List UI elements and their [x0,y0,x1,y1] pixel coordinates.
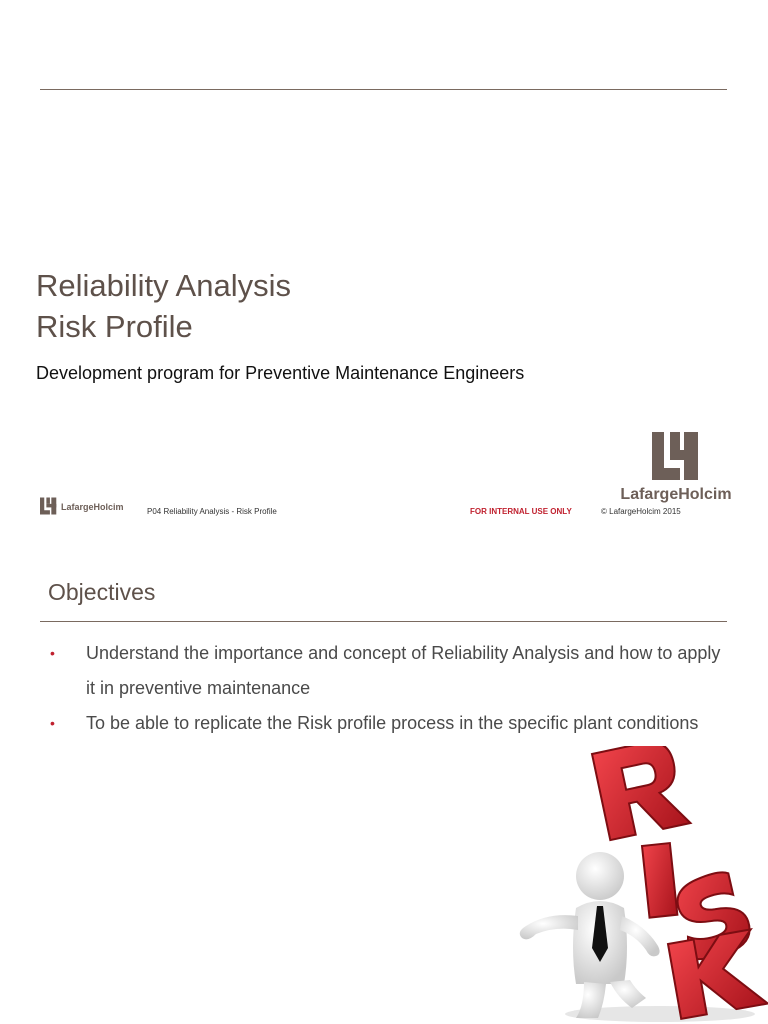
cartoon-figure [520,852,660,1018]
risk-letter-r [592,746,691,840]
list-item [48,636,728,706]
lafargeholcim-logo [616,432,736,506]
footer-classification: FOR INTERNAL USE ONLY [470,507,572,516]
slide-subtitle: Development program for Preventive Maintenance Engineers [36,363,525,383]
footer-copyright: © LafargeHolcim 2015 [601,507,681,516]
footer-doc-title: P04 Reliability Analysis - Risk Profile [147,507,277,516]
risk-illustration [500,746,768,1024]
risk-letter-i [642,843,677,918]
bullet-marker: • [50,715,55,731]
slide-title-line-1: Reliability Analysis [36,268,291,303]
bullet-text: To be able to replicate the Risk profile process in the specific plant conditions [86,713,699,733]
bullet-marker: • [50,645,55,661]
list-item [48,706,728,741]
slide-title-line-2: Risk Profile [36,309,193,344]
objectives-list [48,636,728,741]
slide-footer [0,497,768,519]
objectives-divider [40,621,727,622]
lafargeholcim-mark-icon [652,432,700,480]
bullet-text: Understand the importance and concept of Reliability Analysis and how to apply it in preventive maintenance [86,643,721,698]
lafargeholcim-small-mark-icon [40,497,57,515]
objectives-heading: Objectives [48,579,156,605]
logo-wordmark: LafargeHolcim [620,486,732,503]
footer-logo-wordmark: LafargeHolcim [61,502,124,512]
top-divider [40,89,727,90]
risk-letter-k [668,929,768,1019]
objectives-slide [0,536,768,1024]
